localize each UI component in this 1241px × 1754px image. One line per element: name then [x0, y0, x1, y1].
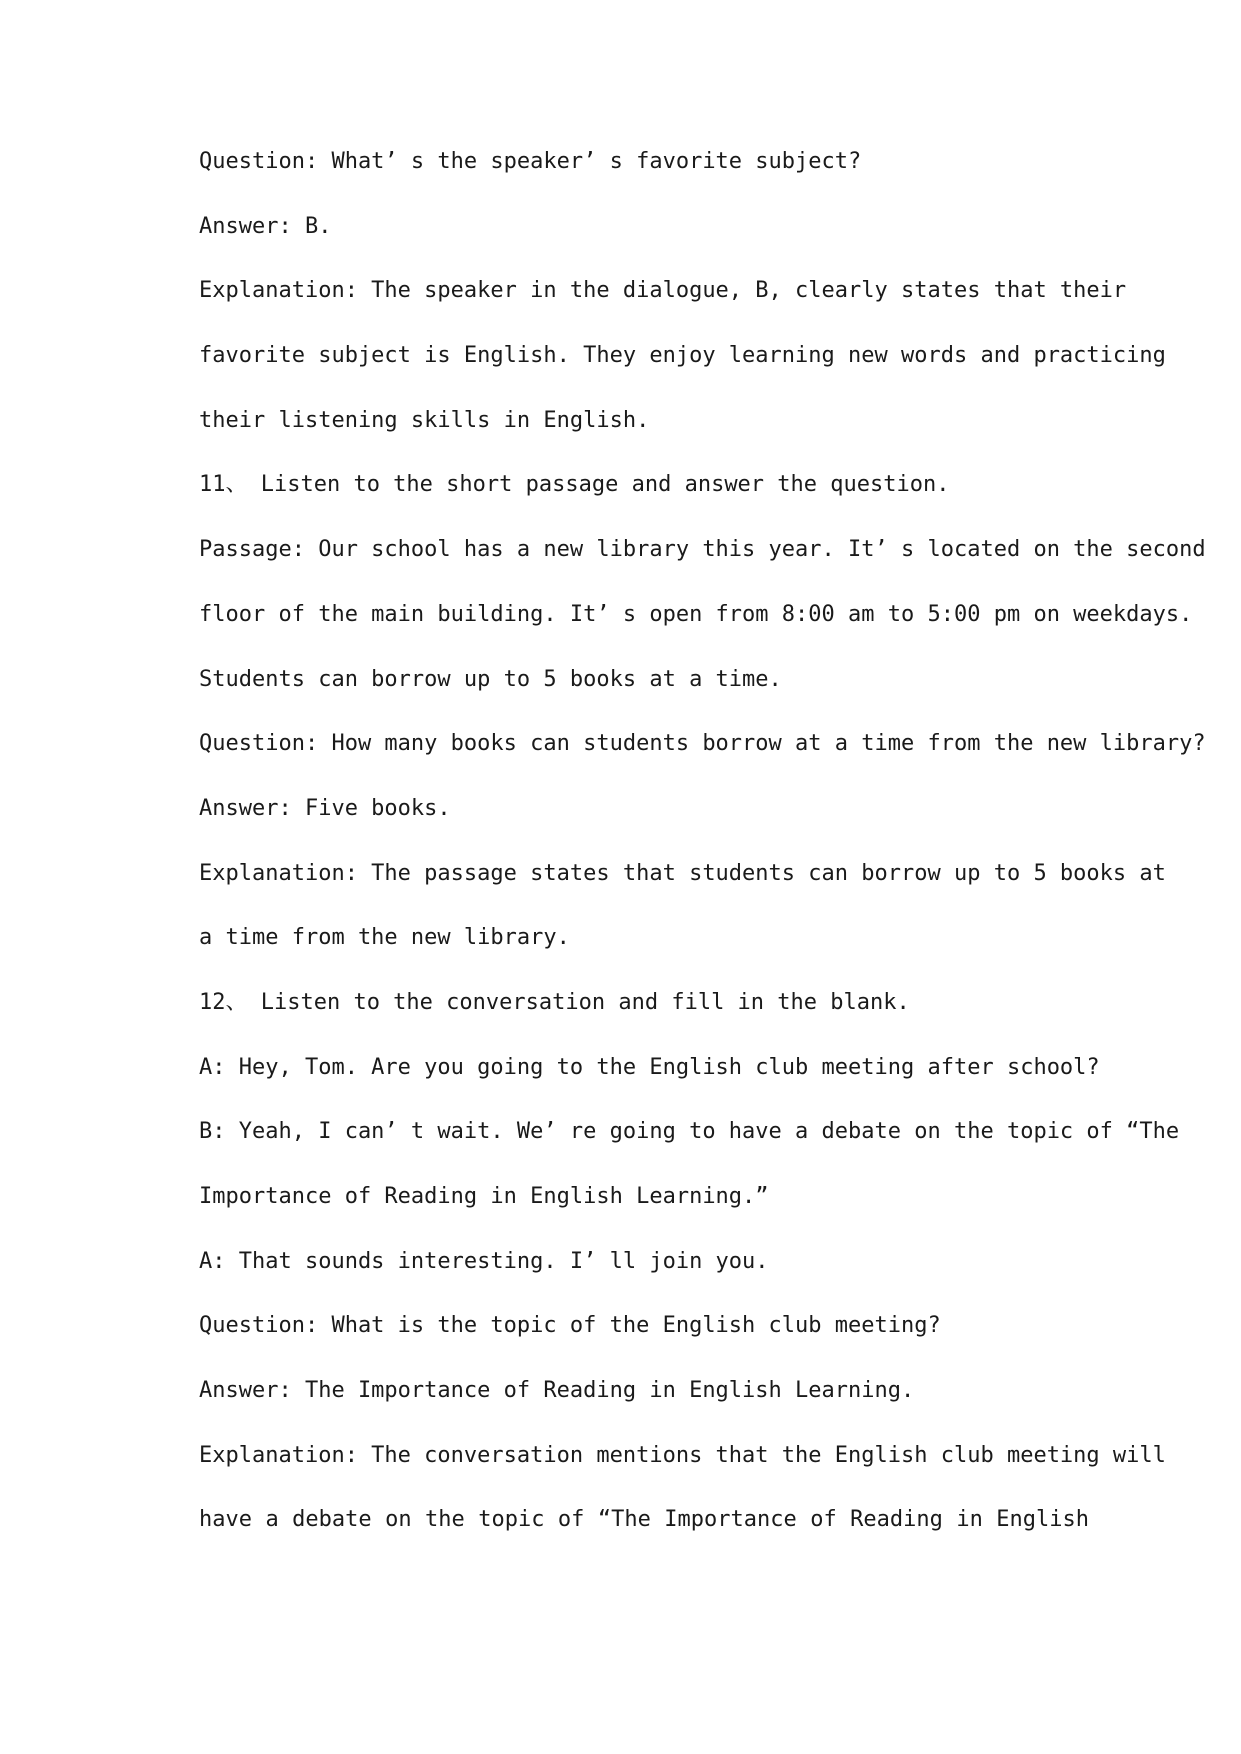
explanation-line: their listening skills in English. [199, 407, 650, 433]
question-line: Question: How many books can students borrow at a time from the new library? [199, 731, 1206, 757]
explanation-line: Explanation: The conversation mentions that the English club meeting will [199, 1442, 1166, 1468]
question-line: Question: What is the topic of the English club meeting? [199, 1313, 941, 1339]
document-body [199, 147, 1206, 1570]
passage-line: Passage: Our school has a new library this year. It’ s located on the second [199, 537, 1206, 563]
passage-line: floor of the main building. It’ s open from 8:00 am to 5:00 pm on weekdays. [199, 601, 1193, 627]
explanation-line: have a debate on the topic of “The Importance of Reading in English [199, 1507, 1089, 1533]
dialogue-line: A: Hey, Tom. Are you going to the English club meeting after school? [199, 1054, 1100, 1080]
dialogue-line: Importance of Reading in English Learning.” [199, 1184, 769, 1209]
item-heading-12: 12、 Listen to the conversation and fill in the blank. [199, 989, 910, 1015]
explanation-line: Explanation: The passage states that students can borrow up to 5 books at [199, 860, 1166, 886]
question-line: Question: What’ s the speaker’ s favorite subject? [199, 149, 862, 174]
answer-line: Answer: The Importance of Reading in English Learning. [199, 1378, 915, 1404]
explanation-line: favorite subject is English. They enjoy learning new words and practicing [199, 343, 1166, 369]
dialogue-line: A: That sounds interesting. I’ ll join you. [199, 1248, 769, 1274]
answer-line: Answer: Five books. [199, 795, 451, 821]
explanation-line: Explanation: The speaker in the dialogue, B, clearly states that their [199, 278, 1127, 304]
dialogue-line: B: Yeah, I can’ t wait. We’ re going to have a debate on the topic of “The [199, 1119, 1180, 1145]
explanation-line: a time from the new library. [199, 925, 570, 951]
passage-line: Students can borrow up to 5 books at a time. [199, 666, 782, 692]
answer-line: Answer: B. [199, 213, 332, 239]
item-heading-11: 11、 Listen to the short passage and answer the question. [199, 472, 950, 498]
